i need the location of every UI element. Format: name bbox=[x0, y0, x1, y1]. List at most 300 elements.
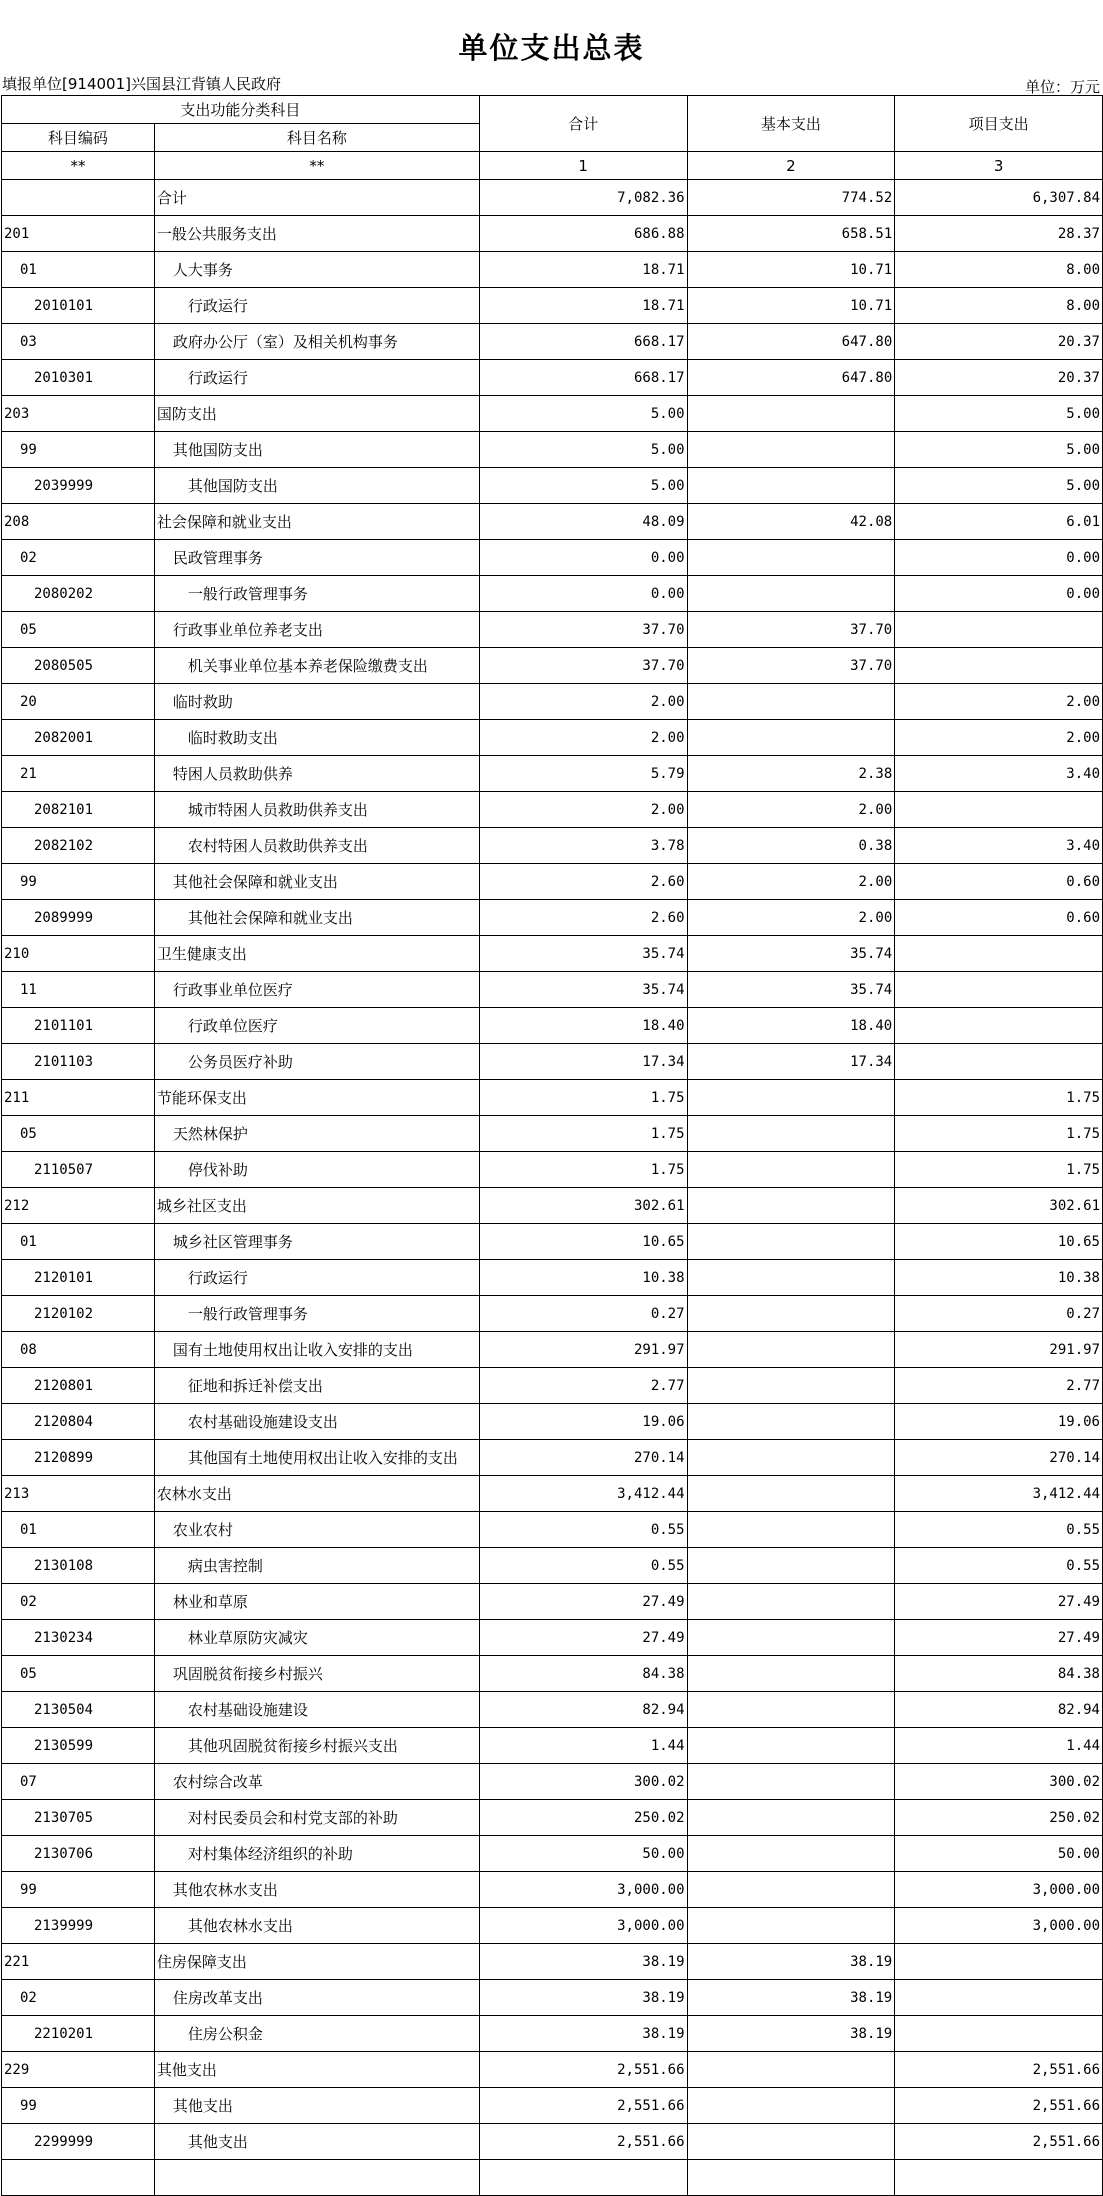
code-cell: 2130599 bbox=[2, 1728, 155, 1764]
total-cell: 2.00 bbox=[479, 684, 687, 720]
basic-cell bbox=[687, 468, 895, 504]
table-row bbox=[2, 1116, 1103, 1152]
total-cell: 2,551.66 bbox=[479, 2052, 687, 2088]
table-row bbox=[2, 1224, 1103, 1260]
total-cell: 2.77 bbox=[479, 1368, 687, 1404]
project-cell: 10.65 bbox=[895, 1224, 1103, 1260]
project-cell bbox=[895, 648, 1103, 684]
code-cell: 2120101 bbox=[2, 1260, 155, 1296]
table-row bbox=[2, 432, 1103, 468]
name-cell: 对村集体经济组织的补助 bbox=[154, 1836, 479, 1872]
table-row bbox=[2, 684, 1103, 720]
project-cell: 82.94 bbox=[895, 1692, 1103, 1728]
code-cell: 07 bbox=[2, 1764, 155, 1800]
code-cell: 02 bbox=[2, 1584, 155, 1620]
code-cell: 2210201 bbox=[2, 2016, 155, 2052]
basic-cell bbox=[687, 1404, 895, 1440]
name-cell: 临时救助支出 bbox=[154, 720, 479, 756]
project-cell: 0.60 bbox=[895, 864, 1103, 900]
table-row bbox=[2, 540, 1103, 576]
total-cell: 84.38 bbox=[479, 1656, 687, 1692]
table-row bbox=[2, 1152, 1103, 1188]
project-cell: 0.60 bbox=[895, 900, 1103, 936]
name-cell: 病虫害控制 bbox=[154, 1548, 479, 1584]
total-cell: 0.55 bbox=[479, 1548, 687, 1584]
total-cell: 18.40 bbox=[479, 1008, 687, 1044]
project-cell bbox=[895, 792, 1103, 828]
table-row bbox=[2, 2016, 1103, 2052]
project-cell: 302.61 bbox=[895, 1188, 1103, 1224]
header-col-1: 1 bbox=[479, 152, 687, 180]
name-cell: 卫生健康支出 bbox=[154, 936, 479, 972]
page-title: 单位支出总表 bbox=[458, 31, 645, 65]
code-cell: 2299999 bbox=[2, 2124, 155, 2160]
name-cell: 行政运行 bbox=[154, 1260, 479, 1296]
code-cell: 2120899 bbox=[2, 1440, 155, 1476]
table-row bbox=[2, 1908, 1103, 1944]
total-cell: 38.19 bbox=[479, 1980, 687, 2016]
basic-cell: 658.51 bbox=[687, 216, 895, 252]
name-cell: 一般行政管理事务 bbox=[154, 576, 479, 612]
code-cell: 2082102 bbox=[2, 828, 155, 864]
name-cell: 其他巩固脱贫衔接乡村振兴支出 bbox=[154, 1728, 479, 1764]
project-cell: 3,412.44 bbox=[895, 1476, 1103, 1512]
total-cell: 5.00 bbox=[479, 468, 687, 504]
header-group: 支出功能分类科目 bbox=[2, 96, 480, 124]
basic-cell: 10.71 bbox=[687, 252, 895, 288]
project-cell bbox=[895, 1008, 1103, 1044]
code-cell: 2089999 bbox=[2, 900, 155, 936]
project-cell bbox=[895, 1980, 1103, 2016]
table-row bbox=[2, 504, 1103, 540]
table-row bbox=[2, 612, 1103, 648]
project-cell: 50.00 bbox=[895, 1836, 1103, 1872]
basic-cell bbox=[687, 2088, 895, 2124]
table-row bbox=[2, 360, 1103, 396]
table-row bbox=[2, 396, 1103, 432]
table-row bbox=[2, 900, 1103, 936]
basic-cell bbox=[687, 1656, 895, 1692]
code-cell: 201 bbox=[2, 216, 155, 252]
table-row bbox=[2, 756, 1103, 792]
name-cell: 住房保障支出 bbox=[154, 1944, 479, 1980]
name-cell: 国有土地使用权出让收入安排的支出 bbox=[154, 1332, 479, 1368]
name-cell: 其他支出 bbox=[154, 2052, 479, 2088]
total-cell: 270.14 bbox=[479, 1440, 687, 1476]
header-col-3: 3 bbox=[895, 152, 1103, 180]
project-cell bbox=[895, 612, 1103, 648]
total-cell: 27.49 bbox=[479, 1584, 687, 1620]
basic-cell bbox=[687, 1476, 895, 1512]
total-cell: 668.17 bbox=[479, 360, 687, 396]
code-cell: 99 bbox=[2, 864, 155, 900]
name-cell: 城乡社区管理事务 bbox=[154, 1224, 479, 1260]
code-cell: 229 bbox=[2, 2052, 155, 2088]
name-cell: 城乡社区支出 bbox=[154, 1188, 479, 1224]
total-cell bbox=[479, 2160, 687, 2196]
project-cell: 3.40 bbox=[895, 828, 1103, 864]
total-cell: 38.19 bbox=[479, 1944, 687, 1980]
total-cell: 0.27 bbox=[479, 1296, 687, 1332]
code-cell: 05 bbox=[2, 1656, 155, 1692]
basic-cell: 37.70 bbox=[687, 648, 895, 684]
project-cell: 0.55 bbox=[895, 1512, 1103, 1548]
project-cell bbox=[895, 972, 1103, 1008]
name-cell: 住房公积金 bbox=[154, 2016, 479, 2052]
header-row-3 bbox=[2, 152, 1103, 180]
code-cell: 210 bbox=[2, 936, 155, 972]
code-cell: 05 bbox=[2, 1116, 155, 1152]
header-code-mark: ** bbox=[2, 152, 155, 180]
basic-cell bbox=[687, 1836, 895, 1872]
basic-cell bbox=[687, 1872, 895, 1908]
name-cell: 其他支出 bbox=[154, 2124, 479, 2160]
basic-cell bbox=[687, 1152, 895, 1188]
project-cell: 3,000.00 bbox=[895, 1908, 1103, 1944]
basic-cell: 18.40 bbox=[687, 1008, 895, 1044]
basic-cell: 2.00 bbox=[687, 792, 895, 828]
basic-cell: 35.74 bbox=[687, 972, 895, 1008]
basic-cell bbox=[687, 1584, 895, 1620]
code-cell: 2120102 bbox=[2, 1296, 155, 1332]
code-cell: 02 bbox=[2, 540, 155, 576]
name-cell: 林业草原防灾减灾 bbox=[154, 1620, 479, 1656]
basic-cell bbox=[687, 1332, 895, 1368]
basic-cell bbox=[687, 1116, 895, 1152]
name-cell: 农业农村 bbox=[154, 1512, 479, 1548]
basic-cell: 17.34 bbox=[687, 1044, 895, 1080]
project-cell bbox=[895, 1944, 1103, 1980]
name-cell: 其他农林水支出 bbox=[154, 1908, 479, 1944]
header-col-2: 2 bbox=[687, 152, 895, 180]
name-cell: 农村综合改革 bbox=[154, 1764, 479, 1800]
project-cell: 1.75 bbox=[895, 1116, 1103, 1152]
table-row bbox=[2, 252, 1103, 288]
table-row bbox=[2, 648, 1103, 684]
name-cell: 社会保障和就业支出 bbox=[154, 504, 479, 540]
project-cell: 3.40 bbox=[895, 756, 1103, 792]
name-cell: 林业和草原 bbox=[154, 1584, 479, 1620]
project-cell: 2,551.66 bbox=[895, 2052, 1103, 2088]
basic-cell: 38.19 bbox=[687, 2016, 895, 2052]
name-cell: 其他农林水支出 bbox=[154, 1872, 479, 1908]
table-row bbox=[2, 1980, 1103, 2016]
total-cell: 5.79 bbox=[479, 756, 687, 792]
table-row bbox=[2, 1260, 1103, 1296]
currency-unit: 单位：万元 bbox=[1024, 78, 1100, 96]
table-row bbox=[2, 1692, 1103, 1728]
project-cell: 2.00 bbox=[895, 720, 1103, 756]
table-row bbox=[2, 792, 1103, 828]
total-cell: 0.55 bbox=[479, 1512, 687, 1548]
total-cell: 1.75 bbox=[479, 1152, 687, 1188]
project-cell: 28.37 bbox=[895, 216, 1103, 252]
table-row bbox=[2, 1836, 1103, 1872]
name-cell: 政府办公厅（室）及相关机构事务 bbox=[154, 324, 479, 360]
table-row bbox=[2, 216, 1103, 252]
name-cell: 住房改革支出 bbox=[154, 1980, 479, 2016]
project-cell: 5.00 bbox=[895, 468, 1103, 504]
basic-cell bbox=[687, 432, 895, 468]
total-cell: 3.78 bbox=[479, 828, 687, 864]
table-row bbox=[2, 1620, 1103, 1656]
project-cell: 84.38 bbox=[895, 1656, 1103, 1692]
code-cell: 208 bbox=[2, 504, 155, 540]
table-row bbox=[2, 2088, 1103, 2124]
project-cell: 0.27 bbox=[895, 1296, 1103, 1332]
table-row bbox=[2, 2124, 1103, 2160]
basic-cell bbox=[687, 540, 895, 576]
basic-cell bbox=[687, 1728, 895, 1764]
basic-cell bbox=[687, 2160, 895, 2196]
project-cell: 19.06 bbox=[895, 1404, 1103, 1440]
project-cell: 20.37 bbox=[895, 360, 1103, 396]
total-cell: 1.75 bbox=[479, 1116, 687, 1152]
total-cell: 35.74 bbox=[479, 936, 687, 972]
total-cell: 10.38 bbox=[479, 1260, 687, 1296]
name-cell: 其他国有土地使用权出让收入安排的支出 bbox=[154, 1440, 479, 1476]
total-cell: 686.88 bbox=[479, 216, 687, 252]
basic-cell: 37.70 bbox=[687, 612, 895, 648]
basic-cell bbox=[687, 1620, 895, 1656]
code-cell: 2130705 bbox=[2, 1800, 155, 1836]
project-cell: 6.01 bbox=[895, 504, 1103, 540]
total-cell: 2,551.66 bbox=[479, 2088, 687, 2124]
total-cell: 3,000.00 bbox=[479, 1872, 687, 1908]
total-cell: 302.61 bbox=[479, 1188, 687, 1224]
code-cell: 2080202 bbox=[2, 576, 155, 612]
table-row bbox=[2, 1440, 1103, 1476]
project-cell: 1.75 bbox=[895, 1080, 1103, 1116]
total-cell: 18.71 bbox=[479, 288, 687, 324]
name-cell: 行政事业单位养老支出 bbox=[154, 612, 479, 648]
name-cell: 农村基础设施建设 bbox=[154, 1692, 479, 1728]
table-row bbox=[2, 972, 1103, 1008]
total-cell: 1.44 bbox=[479, 1728, 687, 1764]
project-cell: 250.02 bbox=[895, 1800, 1103, 1836]
total-cell: 300.02 bbox=[479, 1764, 687, 1800]
code-cell: 2130504 bbox=[2, 1692, 155, 1728]
table-row bbox=[2, 2052, 1103, 2088]
name-cell: 其他社会保障和就业支出 bbox=[154, 864, 479, 900]
total-cell: 19.06 bbox=[479, 1404, 687, 1440]
code-cell: 11 bbox=[2, 972, 155, 1008]
total-cell: 3,000.00 bbox=[479, 1908, 687, 1944]
name-cell: 其他支出 bbox=[154, 2088, 479, 2124]
basic-cell: 774.52 bbox=[687, 180, 895, 216]
name-cell: 一般公共服务支出 bbox=[154, 216, 479, 252]
code-cell: 2139999 bbox=[2, 1908, 155, 1944]
project-cell: 2.00 bbox=[895, 684, 1103, 720]
name-cell: 停伐补助 bbox=[154, 1152, 479, 1188]
name-cell: 农村特困人员救助供养支出 bbox=[154, 828, 479, 864]
total-cell: 0.00 bbox=[479, 540, 687, 576]
total-cell: 5.00 bbox=[479, 432, 687, 468]
total-cell: 50.00 bbox=[479, 1836, 687, 1872]
code-cell: 20 bbox=[2, 684, 155, 720]
project-cell: 27.49 bbox=[895, 1584, 1103, 1620]
basic-cell bbox=[687, 1188, 895, 1224]
name-cell: 人大事务 bbox=[154, 252, 479, 288]
total-cell: 0.00 bbox=[479, 576, 687, 612]
total-cell: 48.09 bbox=[479, 504, 687, 540]
code-cell: 01 bbox=[2, 1512, 155, 1548]
basic-cell: 38.19 bbox=[687, 1980, 895, 2016]
name-cell: 行政运行 bbox=[154, 288, 479, 324]
total-cell: 27.49 bbox=[479, 1620, 687, 1656]
table-row bbox=[2, 324, 1103, 360]
basic-cell: 42.08 bbox=[687, 504, 895, 540]
name-cell: 临时救助 bbox=[154, 684, 479, 720]
name-cell: 公务员医疗补助 bbox=[154, 1044, 479, 1080]
header-basic: 基本支出 bbox=[687, 96, 895, 152]
code-cell: 221 bbox=[2, 1944, 155, 1980]
name-cell: 征地和拆迁补偿支出 bbox=[154, 1368, 479, 1404]
basic-cell bbox=[687, 1224, 895, 1260]
basic-cell bbox=[687, 1296, 895, 1332]
basic-cell bbox=[687, 1512, 895, 1548]
code-cell: 2082001 bbox=[2, 720, 155, 756]
table-row bbox=[2, 1728, 1103, 1764]
table-row bbox=[2, 1368, 1103, 1404]
project-cell: 8.00 bbox=[895, 252, 1103, 288]
basic-cell bbox=[687, 1440, 895, 1476]
code-cell: 2130108 bbox=[2, 1548, 155, 1584]
code-cell: 203 bbox=[2, 396, 155, 432]
total-cell: 7,082.36 bbox=[479, 180, 687, 216]
header-total: 合计 bbox=[479, 96, 687, 152]
header-code: 科目编码 bbox=[2, 124, 155, 152]
table-row bbox=[2, 1332, 1103, 1368]
basic-cell bbox=[687, 1548, 895, 1584]
table-row bbox=[2, 1800, 1103, 1836]
total-cell: 2.60 bbox=[479, 900, 687, 936]
name-cell: 合计 bbox=[154, 180, 479, 216]
table-row bbox=[2, 1584, 1103, 1620]
table-row bbox=[2, 1548, 1103, 1584]
project-cell: 8.00 bbox=[895, 288, 1103, 324]
name-cell: 特困人员救助供养 bbox=[154, 756, 479, 792]
total-cell: 37.70 bbox=[479, 612, 687, 648]
name-cell: 节能环保支出 bbox=[154, 1080, 479, 1116]
basic-cell bbox=[687, 396, 895, 432]
name-cell: 民政管理事务 bbox=[154, 540, 479, 576]
table-row bbox=[2, 864, 1103, 900]
project-cell: 1.44 bbox=[895, 1728, 1103, 1764]
code-cell: 99 bbox=[2, 1872, 155, 1908]
basic-cell bbox=[687, 1260, 895, 1296]
basic-cell bbox=[687, 1800, 895, 1836]
basic-cell bbox=[687, 2052, 895, 2088]
name-cell: 农林水支出 bbox=[154, 1476, 479, 1512]
project-cell: 5.00 bbox=[895, 396, 1103, 432]
total-cell: 18.71 bbox=[479, 252, 687, 288]
code-cell: 213 bbox=[2, 1476, 155, 1512]
name-cell: 机关事业单位基本养老保险缴费支出 bbox=[154, 648, 479, 684]
basic-cell bbox=[687, 684, 895, 720]
total-cell: 2,551.66 bbox=[479, 2124, 687, 2160]
basic-cell: 10.71 bbox=[687, 288, 895, 324]
header-name: 科目名称 bbox=[154, 124, 479, 152]
name-cell: 城市特困人员救助供养支出 bbox=[154, 792, 479, 828]
total-cell: 5.00 bbox=[479, 396, 687, 432]
name-cell: 国防支出 bbox=[154, 396, 479, 432]
table-row bbox=[2, 1080, 1103, 1116]
code-cell: 2120801 bbox=[2, 1368, 155, 1404]
code-cell: 99 bbox=[2, 432, 155, 468]
project-cell: 27.49 bbox=[895, 1620, 1103, 1656]
total-cell: 37.70 bbox=[479, 648, 687, 684]
project-cell: 2,551.66 bbox=[895, 2088, 1103, 2124]
project-cell bbox=[895, 1044, 1103, 1080]
code-cell: 2082101 bbox=[2, 792, 155, 828]
table-row bbox=[2, 1008, 1103, 1044]
basic-cell bbox=[687, 720, 895, 756]
code-cell bbox=[2, 2160, 155, 2196]
header-name-mark: ** bbox=[154, 152, 479, 180]
code-cell: 99 bbox=[2, 2088, 155, 2124]
name-cell: 行政运行 bbox=[154, 360, 479, 396]
code-cell: 01 bbox=[2, 1224, 155, 1260]
basic-cell: 647.80 bbox=[687, 324, 895, 360]
table-row bbox=[2, 1044, 1103, 1080]
table-row bbox=[2, 468, 1103, 504]
total-cell: 38.19 bbox=[479, 2016, 687, 2052]
basic-cell: 647.80 bbox=[687, 360, 895, 396]
table-row bbox=[2, 1656, 1103, 1692]
name-cell: 行政单位医疗 bbox=[154, 1008, 479, 1044]
project-cell: 2.77 bbox=[895, 1368, 1103, 1404]
table-row bbox=[2, 2160, 1103, 2196]
code-cell: 212 bbox=[2, 1188, 155, 1224]
project-cell: 291.97 bbox=[895, 1332, 1103, 1368]
total-cell: 2.00 bbox=[479, 720, 687, 756]
table-row bbox=[2, 1188, 1103, 1224]
basic-cell: 2.00 bbox=[687, 900, 895, 936]
code-cell: 2101101 bbox=[2, 1008, 155, 1044]
code-cell: 01 bbox=[2, 252, 155, 288]
project-cell: 1.75 bbox=[895, 1152, 1103, 1188]
total-cell: 10.65 bbox=[479, 1224, 687, 1260]
code-cell: 2101103 bbox=[2, 1044, 155, 1080]
project-cell: 0.00 bbox=[895, 540, 1103, 576]
total-cell: 1.75 bbox=[479, 1080, 687, 1116]
table-row bbox=[2, 1476, 1103, 1512]
total-cell: 291.97 bbox=[479, 1332, 687, 1368]
basic-cell: 38.19 bbox=[687, 1944, 895, 1980]
table-row bbox=[2, 1872, 1103, 1908]
name-cell: 行政事业单位医疗 bbox=[154, 972, 479, 1008]
code-cell: 2010301 bbox=[2, 360, 155, 396]
total-cell: 35.74 bbox=[479, 972, 687, 1008]
table-row bbox=[2, 1944, 1103, 1980]
code-cell: 08 bbox=[2, 1332, 155, 1368]
table-row bbox=[2, 1404, 1103, 1440]
basic-cell: 2.38 bbox=[687, 756, 895, 792]
code-cell: 2039999 bbox=[2, 468, 155, 504]
code-cell: 2110507 bbox=[2, 1152, 155, 1188]
project-cell: 300.02 bbox=[895, 1764, 1103, 1800]
basic-cell: 2.00 bbox=[687, 864, 895, 900]
total-cell: 3,412.44 bbox=[479, 1476, 687, 1512]
table-row bbox=[2, 720, 1103, 756]
code-cell bbox=[2, 180, 155, 216]
table-row bbox=[2, 576, 1103, 612]
basic-cell bbox=[687, 1080, 895, 1116]
table-row bbox=[2, 1764, 1103, 1800]
expenditure-table bbox=[1, 95, 1103, 2196]
code-cell: 2080505 bbox=[2, 648, 155, 684]
